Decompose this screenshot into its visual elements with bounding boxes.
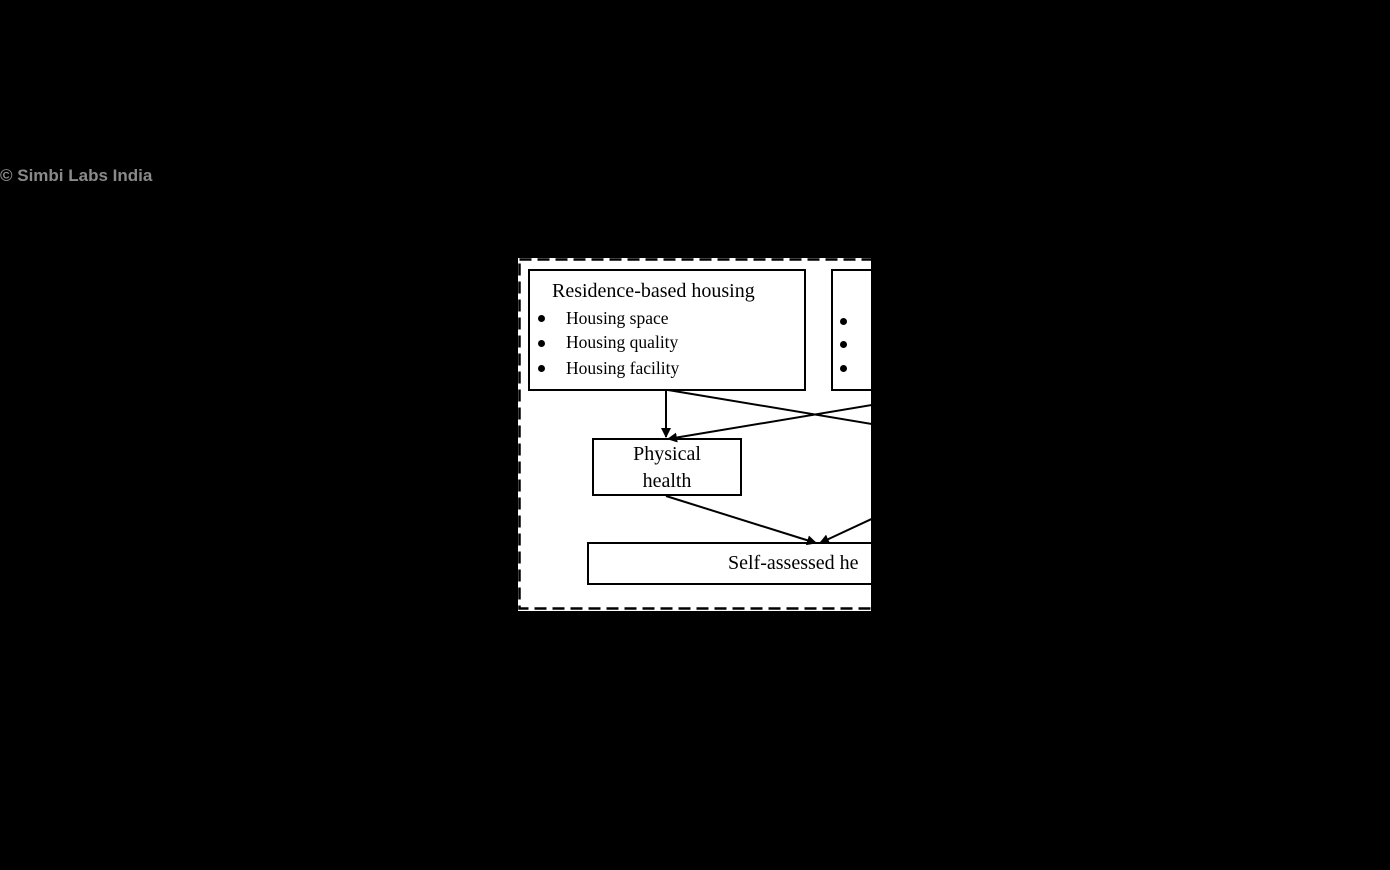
self-assessed-health-box (587, 542, 871, 585)
physical-health-box (592, 438, 742, 496)
residence-box-title: Residence-based housing (552, 280, 755, 302)
bullet-icon (840, 341, 847, 348)
diagram-viewport[interactable] (518, 258, 871, 611)
bullet-icon (840, 318, 847, 325)
physical-health-line2: health (642, 470, 692, 492)
bullet-icon (538, 340, 545, 347)
bullet-icon (538, 315, 545, 322)
watermark-text: © Simbi Labs India (0, 166, 153, 185)
bullet-icon (840, 365, 847, 372)
arrow-right-to-selfassessed (820, 516, 871, 543)
bullet-text: Housing space (566, 308, 669, 328)
bullet-text: Housing facility (566, 358, 680, 378)
self-assessed-label: Self-assessed he (728, 552, 859, 574)
line-residence-to-right (668, 390, 871, 425)
right-housing-box (831, 269, 871, 391)
arrow-right-to-physical (668, 404, 871, 439)
bullet-icon (538, 365, 545, 372)
arrow-physical-to-selfassessed (666, 496, 816, 543)
physical-health-label (594, 441, 740, 495)
residence-based-housing-box (528, 269, 806, 391)
bullet-text: Housing quality (566, 332, 679, 352)
physical-health-line1: Physical (633, 443, 701, 465)
